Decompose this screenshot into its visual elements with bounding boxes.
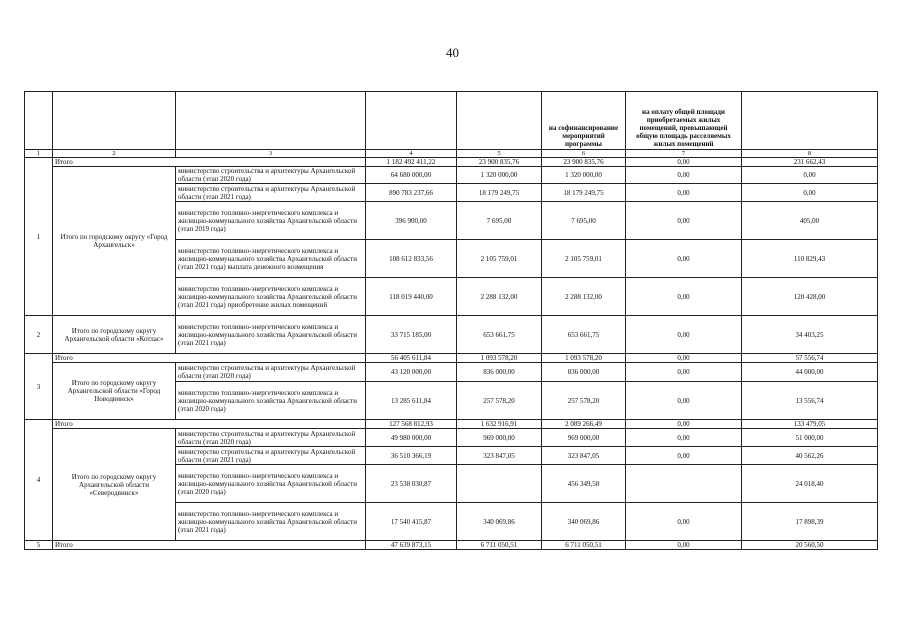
- header-cofinancing: на софинансирование мероприятий программы: [542, 92, 626, 150]
- header-cell: [53, 92, 176, 150]
- value-cell: 0,00: [626, 503, 742, 541]
- table-row: [25, 167, 878, 184]
- value-cell: 0,00: [742, 167, 878, 184]
- header-cell: [457, 92, 542, 150]
- organization-cell: министерство топливно-энергетического комплекса и жилищно-коммунального хозяйства Архангельской области (этап 2021 года) приобретение жилых помещений: [176, 278, 366, 316]
- value-cell: 0,00: [626, 240, 742, 278]
- total-value: 1 632 916,91: [457, 420, 542, 429]
- value-cell: 340 069,86: [457, 503, 542, 541]
- value-cell: [457, 465, 542, 503]
- header-cell: [176, 92, 366, 150]
- total-value: 0,00: [626, 541, 742, 550]
- table-row: [25, 429, 878, 447]
- total-value: 133 479,05: [742, 420, 878, 429]
- total-value: 2 089 266,49: [542, 420, 626, 429]
- value-cell: 17 540 415,87: [366, 503, 457, 541]
- column-number: 2: [53, 150, 176, 158]
- value-cell: 51 000,00: [742, 429, 878, 447]
- total-label: Итого: [53, 354, 366, 363]
- total-value: 6 711 050,51: [457, 541, 542, 550]
- value-cell: 13 556,74: [742, 382, 878, 420]
- organization-cell: министерство строительства и архитектуры Архангельской области (этап 2021 года): [176, 184, 366, 202]
- group-number: 1: [25, 158, 53, 316]
- value-cell: 18 179 249,75: [542, 184, 626, 202]
- value-cell: 836 000,00: [457, 363, 542, 382]
- organization-cell: министерство топливно-энергетического комплекса и жилищно-коммунального хозяйства Архангельской области (этап 2021 года): [176, 316, 366, 354]
- value-cell: 44 000,00: [742, 363, 878, 382]
- total-label: Итого: [53, 158, 366, 167]
- total-value: 0,00: [626, 354, 742, 363]
- total-value: 56 405 611,84: [366, 354, 457, 363]
- group-name: Итого по городскому округу «Город Архангельск»: [53, 167, 176, 316]
- value-cell: 340 069,86: [542, 503, 626, 541]
- total-value: 20 560,50: [742, 541, 878, 550]
- group-number: 4: [25, 420, 53, 541]
- column-number: 6: [542, 150, 626, 158]
- organization-cell: министерство топливно-энергетического комплекса и жилищно-коммунального хозяйства Архангельской области (этап 2020 года): [176, 465, 366, 503]
- column-number: 7: [626, 150, 742, 158]
- total-value: 47 639 873,15: [366, 541, 457, 550]
- group-name: Итого по городскому округу Архангельской области «Город Новодвинск»: [53, 363, 176, 420]
- value-cell: 396 900,00: [366, 202, 457, 240]
- organization-cell: министерство топливно-энергетического комплекса и жилищно-коммунального хозяйства Архангельской области (этап 2019 года): [176, 202, 366, 240]
- value-cell: 118 019 440,00: [366, 278, 457, 316]
- value-cell: 653 661,75: [542, 316, 626, 354]
- value-cell: 0,00: [626, 202, 742, 240]
- total-label: Итого: [53, 420, 366, 429]
- value-cell: 0,00: [626, 167, 742, 184]
- group-name: Итого по городскому округу Архангельской области «Котлас»: [53, 316, 176, 354]
- total-value: 0,00: [626, 158, 742, 167]
- page-number: 40: [446, 45, 459, 60]
- table-row: [25, 316, 878, 354]
- column-numbers-row: [25, 150, 878, 158]
- value-cell: 323 847,05: [542, 447, 626, 465]
- value-cell: 7 695,00: [542, 202, 626, 240]
- value-cell: 108 612 833,56: [366, 240, 457, 278]
- value-cell: 120 428,00: [742, 278, 878, 316]
- final-total-row: [25, 541, 878, 550]
- total-value: 57 556,74: [742, 354, 878, 363]
- header-cell: [742, 92, 878, 150]
- organization-cell: министерство строительства и архитектуры Архангельской области (этап 2020 года): [176, 167, 366, 184]
- value-cell: 0,00: [626, 316, 742, 354]
- total-value: 127 568 812,93: [366, 420, 457, 429]
- table-body: [25, 92, 878, 550]
- header-extra-area: на оплату общей площади приобретаемых жилых помещений, превышающей общую площадь расселяемых жилых помещений: [626, 92, 742, 150]
- organization-cell: министерство строительства и архитектуры Архангельской области (этап 2020 года): [176, 363, 366, 382]
- total-value: 1 093 578,20: [457, 354, 542, 363]
- value-cell: 0,00: [626, 382, 742, 420]
- column-number: 1: [25, 150, 53, 158]
- value-cell: 969 000,00: [542, 429, 626, 447]
- value-cell: 0,00: [626, 447, 742, 465]
- column-number: 5: [457, 150, 542, 158]
- value-cell: 1 320 000,00: [542, 167, 626, 184]
- value-cell: 653 661,75: [457, 316, 542, 354]
- group-name: Итого по городскому округу Архангельской области «Северодвинск»: [53, 429, 176, 541]
- total-label: Итого: [53, 541, 366, 550]
- budget-table: [24, 91, 878, 550]
- value-cell: 0,00: [626, 363, 742, 382]
- value-cell: 456 349,58: [542, 465, 626, 503]
- group-number: 2: [25, 316, 53, 354]
- group-number: 5: [25, 541, 53, 550]
- value-cell: 2 288 132,00: [457, 278, 542, 316]
- value-cell: 0,00: [742, 184, 878, 202]
- group-total-row: [25, 158, 878, 167]
- value-cell: 13 285 611,84: [366, 382, 457, 420]
- group-total-row: [25, 420, 878, 429]
- value-cell: 40 562,26: [742, 447, 878, 465]
- value-cell: 33 715 185,00: [366, 316, 457, 354]
- value-cell: 49 980 000,00: [366, 429, 457, 447]
- value-cell: 257 578,20: [457, 382, 542, 420]
- column-number: 4: [366, 150, 457, 158]
- total-value: 1 182 492 411,22: [366, 158, 457, 167]
- value-cell: 34 403,25: [742, 316, 878, 354]
- value-cell: 18 179 249,75: [457, 184, 542, 202]
- value-cell: 2 288 132,00: [542, 278, 626, 316]
- group-total-row: [25, 354, 878, 363]
- value-cell: 17 898,39: [742, 503, 878, 541]
- value-cell: 7 695,00: [457, 202, 542, 240]
- organization-cell: министерство топливно-энергетического комплекса и жилищно-коммунального хозяйства Архангельской области (этап 2021 года): [176, 503, 366, 541]
- total-value: 6 711 050,51: [542, 541, 626, 550]
- value-cell: 0,00: [626, 184, 742, 202]
- value-cell: 890 783 237,66: [366, 184, 457, 202]
- value-cell: [626, 465, 742, 503]
- value-cell: 43 120 000,00: [366, 363, 457, 382]
- value-cell: 2 105 759,01: [457, 240, 542, 278]
- value-cell: 323 847,05: [457, 447, 542, 465]
- value-cell: 36 510 366,19: [366, 447, 457, 465]
- value-cell: 24 018,40: [742, 465, 878, 503]
- table-row: [25, 363, 878, 382]
- value-cell: 969 000,00: [457, 429, 542, 447]
- value-cell: 0,00: [626, 429, 742, 447]
- header-cell: [25, 92, 53, 150]
- value-cell: 23 538 030,87: [366, 465, 457, 503]
- organization-cell: министерство строительства и архитектуры Архангельской области (этап 2020 года): [176, 429, 366, 447]
- value-cell: 836 000,00: [542, 363, 626, 382]
- total-value: 231 662,43: [742, 158, 878, 167]
- value-cell: 257 578,20: [542, 382, 626, 420]
- total-value: 23 900 835,76: [542, 158, 626, 167]
- value-cell: 110 829,43: [742, 240, 878, 278]
- organization-cell: министерство топливно-энергетического комплекса и жилищно-коммунального хозяйства Архангельской области (этап 2020 года): [176, 382, 366, 420]
- total-value: 23 900 835,76: [457, 158, 542, 167]
- organization-cell: министерство топливно-энергетического комплекса и жилищно-коммунального хозяйства Архангельской области (этап 2021 года) выплата денежного возмещения: [176, 240, 366, 278]
- column-number: 8: [742, 150, 878, 158]
- header-cell: [366, 92, 457, 150]
- total-value: 1 093 578,20: [542, 354, 626, 363]
- column-number: 3: [176, 150, 366, 158]
- value-cell: 0,00: [626, 278, 742, 316]
- value-cell: 64 680 000,00: [366, 167, 457, 184]
- value-cell: 2 105 759,01: [542, 240, 626, 278]
- group-number: 3: [25, 354, 53, 420]
- header-row: [25, 92, 878, 150]
- total-value: 0,00: [626, 420, 742, 429]
- organization-cell: министерство строительства и архитектуры Архангельской области (этап 2021 года): [176, 447, 366, 465]
- value-cell: 1 320 000,00: [457, 167, 542, 184]
- value-cell: 405,00: [742, 202, 878, 240]
